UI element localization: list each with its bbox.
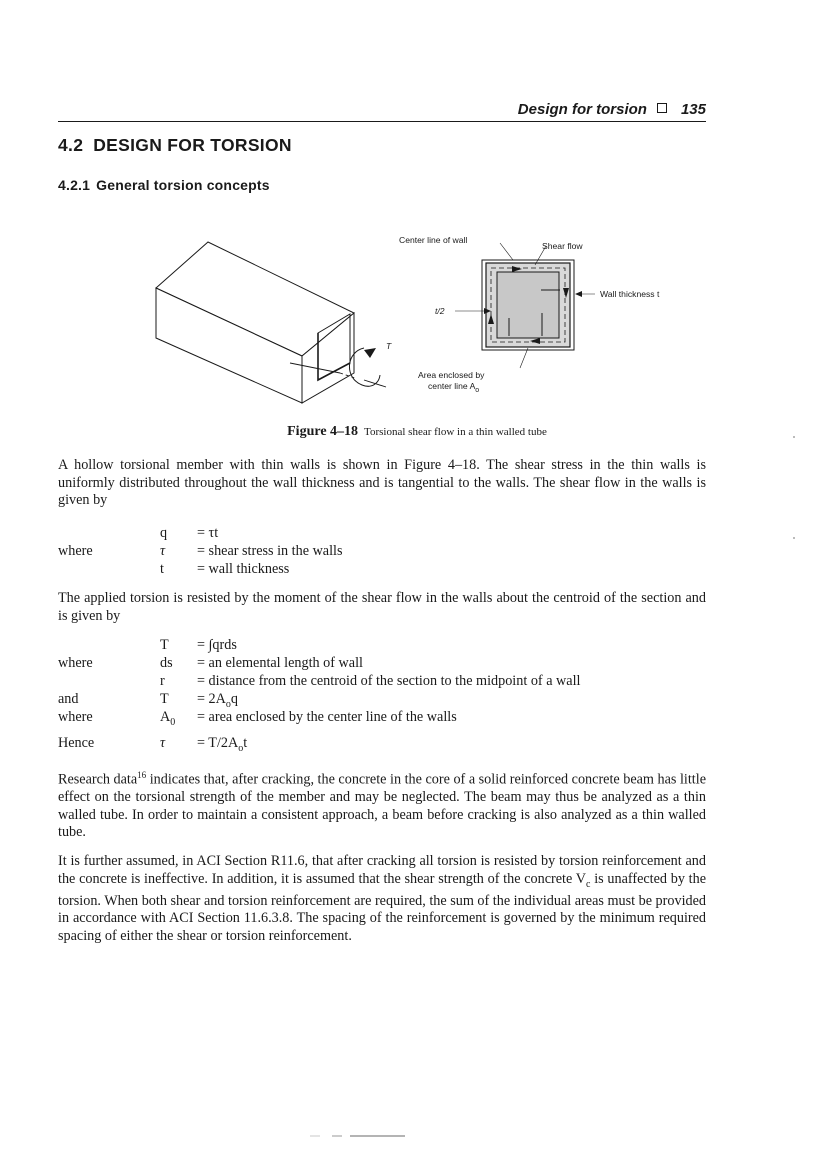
p3-lead: Research data bbox=[58, 771, 138, 788]
shear-flow-label: Shear flow bbox=[542, 241, 583, 251]
eq-definition: = τt bbox=[197, 525, 219, 541]
eq-def-subscript: o bbox=[225, 698, 231, 710]
eq-symbol: r bbox=[160, 673, 165, 689]
eq-definition: = an elemental length of wall bbox=[197, 655, 363, 671]
eq-definition: = wall thickness bbox=[197, 561, 290, 577]
torque-label: T bbox=[386, 341, 392, 351]
eq-label: where bbox=[58, 655, 93, 671]
eq-symbol: q bbox=[160, 525, 168, 541]
center-line-label: Center line of wall bbox=[399, 235, 468, 245]
page-number: 135 bbox=[680, 101, 706, 118]
paragraph-1: A hollow torsional member with thin walls is shown in Figure 4–18. The shear stress in the thin walls is uniformly distributed throughout the wall thickness and is tangential to the walls. The shear flow in the walls is given by bbox=[58, 457, 706, 508]
p4-subscript: c bbox=[586, 878, 591, 890]
eq-symbol: T bbox=[160, 637, 169, 653]
eq-label: and bbox=[58, 691, 79, 707]
eq-symbol: τ bbox=[160, 543, 166, 559]
square-icon bbox=[657, 103, 667, 113]
eq-definition: = ∫qrds bbox=[197, 637, 237, 653]
header-rule bbox=[58, 121, 706, 122]
eq-label: where bbox=[58, 709, 93, 725]
eq-symbol: τ bbox=[160, 735, 166, 751]
torque-arrowhead bbox=[364, 348, 376, 358]
figure-caption bbox=[58, 424, 776, 440]
scan-smudge bbox=[290, 1133, 440, 1139]
area-label-line2 bbox=[428, 381, 479, 394]
subsection-number: 4.2.1 bbox=[58, 177, 91, 193]
subsection-title: General torsion concepts bbox=[96, 177, 270, 193]
area-label-text: center line A bbox=[428, 381, 476, 391]
p3-mid: indicates that, after cracking, the concrete in the core of a solid reinforced bbox=[146, 771, 572, 788]
half-thickness-label: t/2 bbox=[435, 306, 445, 316]
p4-main: It is further assumed, in ACI Section R11.6, that after cracking all torsion is resisted by torsion reinforcement and the concrete is ineffective. In addition, it is assumed that the shear strength of the concrete V bbox=[58, 853, 706, 887]
torsion-figure bbox=[150, 228, 660, 408]
eq-label: Hence bbox=[58, 735, 95, 751]
eq-definition: = distance from the centroid of the section to the midpoint of a wall bbox=[197, 673, 581, 689]
running-head bbox=[58, 101, 706, 118]
paragraph-4 bbox=[58, 853, 706, 945]
section-number: 4.2 bbox=[58, 135, 84, 155]
reference-superscript: 16 bbox=[137, 770, 147, 780]
eq-definition: = area enclosed by the center line of the walls bbox=[197, 709, 457, 725]
eq-symbol: ds bbox=[160, 655, 173, 671]
p3-rest: concrete beam has little effect on the torsional strength of the member and may be neglected. The beam may thus be analyzed as a thin walled tube. In order to maintain a consistent approach, a beam before cracking is also analyzed as a thin walled tube. bbox=[58, 771, 706, 841]
eq-def-main: = 2A bbox=[197, 691, 226, 707]
hollow-tube-drawing bbox=[156, 242, 386, 403]
p4-rest: is unaffected by the torsion. When both shear and torsion reinforcement are required, the sum of the individual areas must be provided in accordance with ACI Section 11.6.3.8. The spacing of the reinforcement is governed by the minimum required spacing of either the shear or torsion reinforcement. bbox=[58, 870, 706, 944]
eq-symbol: t bbox=[160, 561, 164, 577]
figure-number: Figure 4–18 bbox=[287, 424, 359, 439]
eq-def-rest: t bbox=[243, 735, 248, 751]
wall-thickness-arrowhead bbox=[575, 291, 582, 297]
wall-thickness-label: Wall thickness t bbox=[600, 289, 660, 299]
subsection-heading bbox=[58, 177, 270, 193]
paragraph-2: The applied torsion is resisted by the moment of the shear flow in the walls about the centroid of the section and is given by bbox=[58, 590, 706, 624]
eq-symbol bbox=[160, 708, 175, 732]
eq-definition bbox=[197, 734, 247, 758]
area-label-line1: Area enclosed by bbox=[418, 370, 485, 380]
eq-definition: = shear stress in the walls bbox=[197, 543, 343, 559]
scan-speck bbox=[793, 436, 795, 438]
eq-symbol-main: A bbox=[160, 709, 171, 725]
paragraph-3 bbox=[58, 767, 706, 842]
eq-label: where bbox=[58, 543, 93, 559]
section-title: DESIGN FOR TORSION bbox=[93, 135, 292, 155]
tube-cross-section bbox=[482, 260, 574, 350]
running-title: Design for torsion bbox=[517, 101, 647, 118]
eq-symbol-subscript: 0 bbox=[170, 716, 176, 728]
eq-symbol: T bbox=[160, 691, 169, 707]
area-label-subscript: o bbox=[475, 387, 480, 394]
eq-def-rest: q bbox=[230, 691, 238, 707]
section-heading bbox=[58, 135, 292, 156]
figure-caption-text: Torsional shear flow in a thin walled tube bbox=[364, 426, 547, 438]
scan-speck bbox=[793, 537, 795, 539]
eq-def-main: = T/2A bbox=[197, 735, 239, 751]
eq-def-subscript: o bbox=[238, 742, 244, 754]
